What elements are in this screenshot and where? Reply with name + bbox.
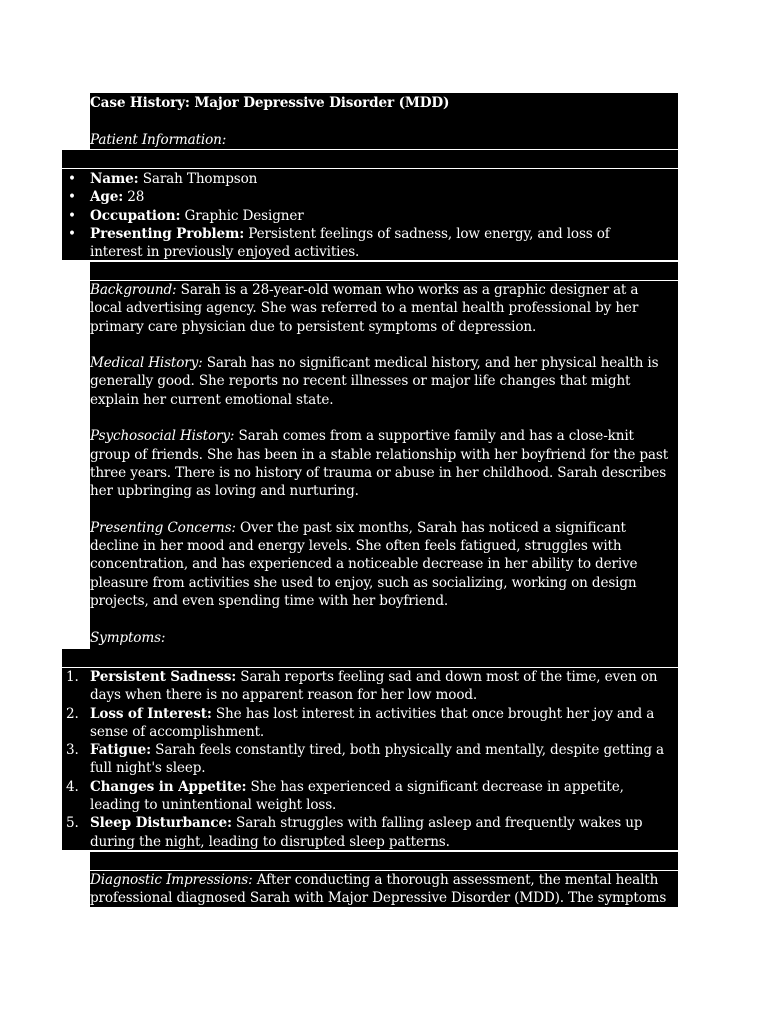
patient-info-list	[62, 169, 678, 260]
background-paragraph: Background: Sarah is a 28-year-old woman who works as a graphic designer at a local advertising agency. She was referred to a mental health professional by her primary care physician due to persistent symptoms of depression.	[90, 282, 639, 335]
spacer-bar	[90, 262, 678, 280]
spacer-bar	[62, 150, 678, 168]
patient-info-heading: Patient Information:	[90, 131, 678, 149]
narrative-block	[90, 281, 678, 649]
list-item: • Name: Sarah Thompson	[68, 171, 258, 187]
spacer-bar	[62, 649, 678, 667]
list-item: 4. Changes in Appetite: She has experienced a significant decrease in appetite, leading to unintentional weight loss.	[66, 778, 624, 814]
presenting-concerns-paragraph: Presenting Concerns: Over the past six months, Sarah has noticed a significant decline in her mood and energy levels. She often feels fatigued, struggles with concentration, and has experienced a noticeable decrease in her ability to derive pleasure from activities she used to enjoy, such as socializing, working on design projects, and even spending time with her boyfriend.	[90, 519, 638, 610]
medical-history-paragraph: Medical History: Sarah has no significant medical history, and her physical health is generally good. She reports no recent illnesses or major life changes that might explain her current emotional state.	[90, 355, 659, 408]
list-item: • Presenting Problem: Persistent feelings of sadness, low energy, and loss of interest in previously enjoyed activities.	[68, 225, 610, 261]
list-item: • Age: 28	[68, 189, 145, 206]
bullet: •	[68, 171, 76, 187]
symptoms-list	[62, 668, 678, 850]
list-item: 2. Loss of Interest: She has lost interest in activities that once brought her joy and a sense of accomplishment.	[66, 705, 655, 740]
list-item: 1. Persistent Sadness: Sarah reports feeling sad and down most of the time, even on days when there is no apparent reason for her low mood.	[66, 669, 658, 704]
list-item: 3. Fatigue: Sarah feels constantly tired, both physically and mentally, despite getting a full night's sleep.	[66, 742, 665, 777]
bullet: •	[68, 207, 76, 224]
bullet: •	[68, 225, 76, 242]
spacer-bar	[90, 852, 678, 870]
bullet: •	[68, 189, 76, 206]
list-item: • Occupation: Graphic Designer	[68, 207, 304, 224]
page-title: Case History: Major Depressive Disorder (MDD)	[90, 93, 678, 131]
list-item: 5. Sleep Disturbance: Sarah struggles with falling asleep and frequently wakes up during the night, leading to disrupted sleep patterns.	[66, 815, 643, 850]
symptoms-heading: Symptoms:	[90, 629, 166, 646]
diagnostic-impressions-paragraph: Diagnostic Impressions: After conducting a thorough assessment, the mental health professional diagnosed Sarah with Major Depressive Disorder (MDD). The symptoms she	[90, 871, 678, 907]
psychosocial-history-paragraph: Psychosocial History: Sarah comes from a supportive family and has a close-knit group of friends. She has been in a stable relationship with her boyfriend for the past three years. There is no history of trauma or abuse in her childhood. Sarah describes her upbringing as loving and nurturing.	[90, 428, 669, 500]
